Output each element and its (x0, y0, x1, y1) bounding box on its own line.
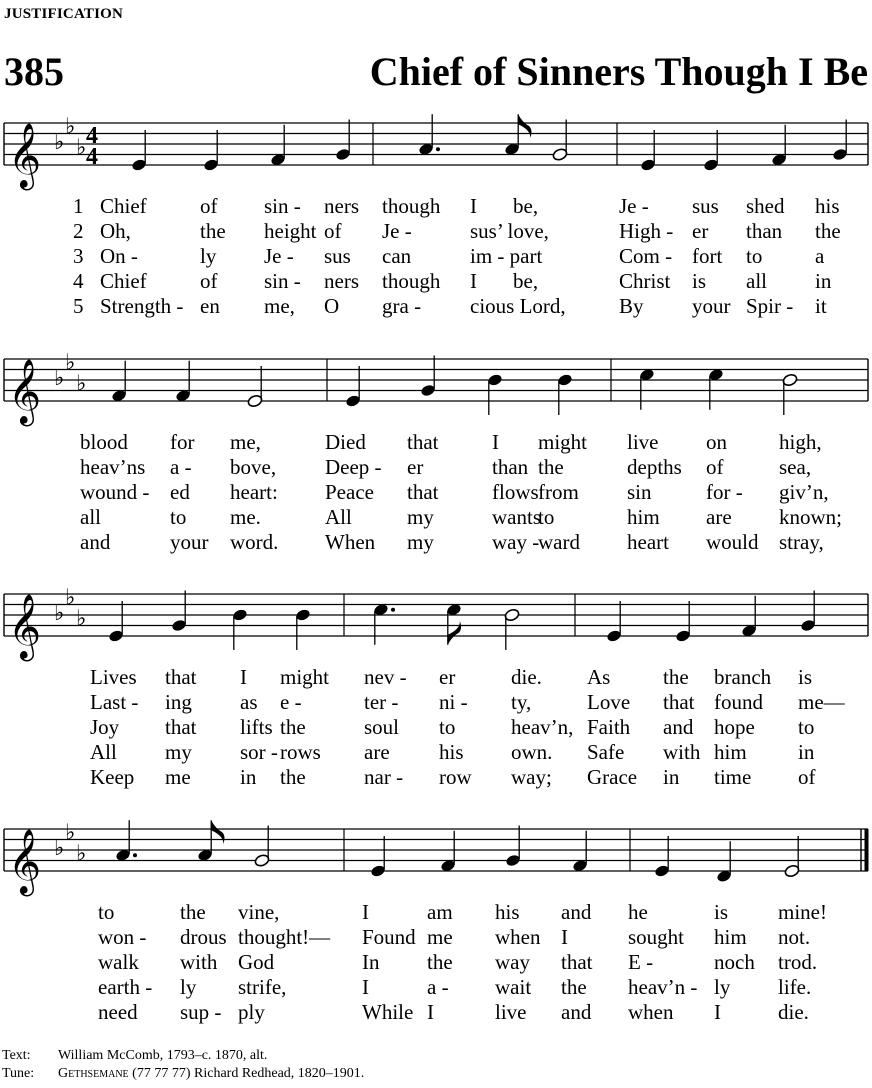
note (247, 366, 263, 408)
lyric-syllable: of (200, 269, 218, 293)
tune-credit-value: (77 77 77) Richard Redhead, 1820–1901. (128, 1066, 365, 1081)
lyric-syllable: Grace (587, 765, 638, 789)
lyric-syllable: I (362, 900, 369, 924)
key-signature-flat: ♭ (54, 836, 65, 861)
lyric-syllable: Safe (587, 740, 625, 764)
lyric-syllable: sought (628, 925, 685, 949)
lyric-syllable: As (587, 665, 611, 689)
lyric-syllable: Keep (90, 765, 135, 789)
lyric-syllable: than (746, 219, 783, 243)
lyric-syllable: in (798, 740, 815, 764)
lyric-syllable: nar - (364, 765, 404, 789)
lyric-syllable: Deep - (325, 455, 382, 479)
treble-clef: 𝄞 (8, 123, 42, 188)
lyric-syllable: as (240, 690, 258, 714)
lyric-syllable: mine! (778, 900, 827, 924)
lyric-syllable: wait (495, 975, 532, 999)
lyric-syllable: heav’ns (80, 455, 146, 479)
lyric-syllable: gra - (382, 294, 422, 318)
lyric-syllable: am (427, 900, 453, 924)
lyric-syllable: my (407, 530, 434, 554)
lyric-syllable: die. (778, 1000, 809, 1024)
lyric-syllable: your (692, 294, 731, 318)
note (572, 831, 588, 873)
lyric-syllable: sin (627, 480, 652, 504)
lyric-syllable: way - (492, 530, 540, 554)
lyric-syllable: would (706, 530, 759, 554)
lyric-syllable: Com - (619, 244, 673, 268)
lyric-syllable: that (407, 480, 439, 504)
lyric-syllable: wants (492, 505, 541, 529)
lyric-syllable: from (538, 480, 579, 504)
lyric-syllable: for (170, 430, 195, 454)
lyric-syllable: ni - (439, 690, 468, 714)
lyric-syllable: him (714, 925, 747, 949)
lyric-syllable: for - (706, 480, 743, 504)
lyric-syllable: high, (779, 430, 822, 454)
lyric-syllable: vine, (238, 900, 280, 924)
lyric-syllable: can (382, 244, 412, 268)
lyric-syllable: E - (628, 950, 654, 974)
lyric-syllable: that (165, 715, 197, 739)
key-signature-flat: ♭ (65, 114, 76, 140)
lyric-syllable: the (280, 765, 306, 789)
lyric-syllable: to (798, 715, 815, 739)
time-signature-numerator: 4 (86, 123, 98, 149)
lyric-syllable: Strength - (100, 294, 184, 318)
note (295, 608, 311, 650)
key-signature-flat: ♭ (65, 585, 76, 611)
lyric-syllable: all (746, 269, 767, 293)
lyric-syllable: the (200, 219, 226, 243)
note (800, 591, 816, 633)
lyric-syllable: a - (170, 455, 192, 479)
lyric-syllable: When (325, 530, 376, 554)
lyric-syllable: of (324, 219, 342, 243)
lyric-syllable: your (170, 530, 209, 554)
lyric-syllable: to (98, 900, 115, 924)
lyric-syllable: strife, (238, 975, 287, 999)
lyric-syllable: when (628, 1000, 674, 1024)
lyric-syllable: his (495, 900, 520, 924)
verse-number: 5 (73, 294, 84, 318)
hymn-number: 385 (4, 49, 64, 94)
lyric-syllable: In (362, 950, 380, 974)
lyric-syllable: a (815, 244, 825, 268)
lyric-syllable: than (492, 455, 529, 479)
lyric-syllable: ply (238, 1000, 265, 1024)
lyric-syllable: way (495, 950, 530, 974)
lyric-syllable: ty, (511, 690, 532, 714)
lyric-syllable: the (427, 950, 453, 974)
note (420, 356, 436, 398)
lyric-syllable: Je - (264, 244, 294, 268)
note (741, 596, 757, 638)
lyric-syllable: Spir - (746, 294, 794, 318)
time-signature-denominator: 4 (86, 144, 98, 170)
lyric-syllable: own. (511, 740, 553, 764)
lyric-syllable: way; (511, 765, 552, 789)
lyric-syllable: of (798, 765, 816, 789)
lyric-syllable: heart: (230, 480, 278, 504)
lyric-syllable: in (240, 765, 257, 789)
lyric-syllable: the (180, 900, 206, 924)
lyric-syllable: Found (362, 925, 416, 949)
lyric-syllable: I (362, 975, 369, 999)
lyric-syllable: is (714, 900, 729, 924)
lyric-syllable: While (362, 1000, 414, 1024)
lyric-syllable: Peace (325, 480, 374, 504)
note (639, 368, 655, 410)
lyric-syllable: All (90, 740, 117, 764)
key-signature-flat: ♭ (65, 350, 76, 376)
lyric-syllable: sin - (264, 269, 301, 293)
verse-number: 2 (73, 219, 84, 243)
lyric-syllable: are (706, 505, 732, 529)
lyric-syllable: Joy (90, 715, 120, 739)
lyric-syllable: the (280, 715, 306, 739)
lyric-syllable: be, (513, 194, 539, 218)
lyric-syllable: High - (619, 219, 674, 243)
key-signature-flat: ♭ (76, 606, 87, 632)
augmentation-dot (436, 147, 440, 151)
lyric-syllable: er (439, 665, 456, 689)
lyric-syllable: All (325, 505, 352, 529)
lyric-syllable: with (663, 740, 701, 764)
lyric-syllable: I (427, 1000, 434, 1024)
key-signature-flat: ♭ (76, 841, 87, 867)
verse-number: 3 (73, 244, 84, 268)
lyric-syllable: when (495, 925, 541, 949)
lyric-syllable: flows (492, 480, 539, 504)
lyric-syllable: Chief (100, 194, 147, 218)
lyric-syllable: trod. (778, 950, 818, 974)
lyric-syllable: Last - (90, 690, 139, 714)
note (418, 114, 440, 156)
lyric-syllable: his (815, 194, 840, 218)
lyric-syllable: life. (778, 975, 812, 999)
note-flag (211, 820, 224, 844)
lyric-syllable: I (470, 269, 477, 293)
lyric-syllable: ners (324, 269, 359, 293)
lyric-syllable: Chief (100, 269, 147, 293)
lyric-syllable: thought!— (238, 925, 331, 949)
lyric-syllable: the (561, 975, 587, 999)
lyric-syllable: that (165, 665, 197, 689)
lyric-syllable: and (663, 715, 694, 739)
lyric-syllable: I (714, 1000, 721, 1024)
lyric-syllable: ly (200, 244, 217, 268)
note (345, 366, 361, 408)
note (771, 125, 787, 167)
note (108, 601, 124, 643)
lyric-syllable: all (80, 505, 101, 529)
lyric-syllable: in (815, 269, 832, 293)
lyric-syllable: Je - (619, 194, 649, 218)
lyric-syllable: is (798, 665, 813, 689)
lyric-syllable: cious Lord, (470, 294, 566, 318)
note (675, 601, 691, 643)
verse-number: 4 (73, 269, 84, 293)
lyric-syllable: im - part (470, 244, 543, 268)
lyric-syllable: By (619, 294, 644, 318)
augmentation-dot (391, 608, 395, 612)
lyric-syllable: me (165, 765, 191, 789)
note-flag (518, 114, 531, 138)
lyric-syllable: it (815, 294, 827, 318)
lyric-syllable: Love (587, 690, 631, 714)
verse-number: 1 (73, 194, 84, 218)
lyric-syllable: earth - (98, 975, 153, 999)
lyric-syllable: not. (778, 925, 811, 949)
note (557, 373, 573, 415)
treble-clef: 𝄞 (8, 829, 42, 894)
lyric-syllable: the (663, 665, 689, 689)
lyric-syllable: him (627, 505, 660, 529)
hymn-title: Chief of Sinners Though I Be (369, 49, 868, 94)
lyric-syllable: be, (513, 269, 539, 293)
lyric-syllable: sup - (180, 1000, 222, 1024)
lyric-syllable: ly (180, 975, 197, 999)
lyric-syllable: of (200, 194, 218, 218)
tune-credit (2, 1065, 364, 1083)
lyric-syllable: a - (427, 975, 449, 999)
lyric-syllable: his (439, 740, 464, 764)
lyric-syllable: to (170, 505, 187, 529)
key-signature-flat: ♭ (54, 366, 65, 391)
lyric-syllable: won - (98, 925, 147, 949)
note (111, 361, 127, 403)
lyric-syllable: need (98, 1000, 138, 1024)
lyric-syllable: branch (714, 665, 772, 689)
lyric-syllable: ward (538, 530, 580, 554)
note (708, 368, 724, 410)
note (505, 826, 521, 868)
lyric-syllable: er (407, 455, 424, 479)
note (270, 125, 286, 167)
note (504, 608, 520, 650)
lyric-syllable: I (240, 665, 247, 689)
treble-clef: 𝄞 (8, 359, 42, 424)
note (716, 841, 732, 883)
note (203, 130, 219, 172)
note (370, 836, 386, 878)
lyric-syllable: him (714, 740, 747, 764)
lyric-syllable: I (561, 925, 568, 949)
note (606, 601, 622, 643)
lyric-syllable: with (180, 950, 218, 974)
lyric-syllable: drous (180, 925, 227, 949)
lyric-syllable: blood (80, 430, 128, 454)
lyric-syllable: me— (798, 690, 845, 714)
lyric-syllable: die. (511, 665, 542, 689)
lyric-syllable: to (538, 505, 555, 529)
lyric-syllable: Faith (587, 715, 631, 739)
lyric-syllable: on (706, 430, 727, 454)
lyric-syllable: soul (364, 715, 400, 739)
lyric-syllable: sea, (779, 455, 812, 479)
key-signature-flat: ♭ (54, 130, 65, 155)
lyric-syllable: the (538, 455, 564, 479)
lyric-syllable: bove, (230, 455, 277, 479)
lyric-syllable: walk (98, 950, 139, 974)
lyric-syllable: e - (280, 690, 302, 714)
lyric-syllable: known; (779, 505, 842, 529)
lyric-syllable: word. (230, 530, 279, 554)
lyric-syllable: the (815, 219, 841, 243)
lyric-syllable: are (364, 740, 390, 764)
lyric-syllable: that (561, 950, 593, 974)
lyric-syllable: lifts (240, 715, 273, 739)
lyric-syllable: ners (324, 194, 359, 218)
lyric-syllable: height (264, 219, 317, 243)
lyric-syllable: I (492, 430, 499, 454)
note (175, 361, 191, 403)
note (373, 603, 395, 645)
lyric-syllable: time (714, 765, 752, 789)
lyric-syllable: that (407, 430, 439, 454)
lyric-syllable: might (538, 430, 588, 454)
lyric-syllable: ter - (364, 690, 399, 714)
note (115, 820, 137, 862)
tune-name: Gethsemane (58, 1066, 129, 1081)
note-flag (448, 621, 461, 645)
note (197, 820, 225, 862)
lyric-syllable: On - (100, 244, 138, 268)
lyric-syllable: giv’n, (779, 480, 829, 504)
lyric-syllable: ed (170, 480, 190, 504)
text-credit (2, 1047, 364, 1065)
lyric-syllable: my (407, 505, 434, 529)
lyric-syllable: and (561, 900, 592, 924)
lyric-syllable: heav’n, (511, 715, 574, 739)
lyric-syllable: depths (627, 455, 682, 479)
lyric-syllable: heav’n - (628, 975, 698, 999)
lyric-syllable: row (439, 765, 472, 789)
note (335, 120, 351, 162)
key-signature-flat: ♭ (76, 371, 87, 397)
lyric-syllable: to (439, 715, 456, 739)
lyric-syllable: sin - (264, 194, 301, 218)
lyric-syllable: heart (627, 530, 669, 554)
lyric-syllable: in (663, 765, 680, 789)
lyric-syllable: I (470, 194, 477, 218)
lyric-syllable: hope (714, 715, 755, 739)
lyric-syllable: me. (230, 505, 261, 529)
lyric-syllable: ing (165, 690, 192, 714)
lyric-syllable: sus (324, 244, 351, 268)
lyric-syllable: and (80, 530, 111, 554)
lyric-syllable: that (663, 690, 695, 714)
note (504, 114, 532, 156)
treble-clef: 𝄞 (8, 594, 42, 659)
section-heading: JUSTIFICATION (4, 6, 124, 22)
lyric-syllable: might (280, 665, 330, 689)
lyric-syllable: and (561, 1000, 592, 1024)
note (640, 130, 656, 172)
note (446, 603, 462, 645)
lyric-syllable: of (706, 455, 724, 479)
lyric-syllable: me, (230, 430, 261, 454)
key-signature-flat: ♭ (65, 820, 76, 846)
lyric-syllable: Lives (90, 665, 137, 689)
lyric-syllable: Died (325, 430, 366, 454)
note (654, 836, 670, 878)
lyric-syllable: Christ (619, 269, 671, 293)
note (171, 591, 187, 633)
note (784, 836, 800, 878)
text-credit-value: William McComb, 1793–c. 1870, alt. (58, 1048, 268, 1063)
lyric-syllable: sor - (240, 740, 278, 764)
credits (2, 1047, 364, 1083)
lyric-syllable: though (382, 269, 441, 293)
note (487, 373, 503, 415)
note (254, 826, 270, 868)
note (552, 120, 568, 162)
note (782, 373, 798, 415)
augmentation-dot (133, 853, 137, 857)
lyric-syllable: stray, (779, 530, 824, 554)
lyric-syllable: me, (264, 294, 295, 318)
tune-credit-label: Tune: (2, 1066, 35, 1081)
lyric-syllable: O (324, 294, 340, 318)
lyric-syllable: live (495, 1000, 527, 1024)
key-signature-flat: ♭ (54, 601, 65, 626)
lyric-syllable: sus’ love, (470, 219, 549, 243)
note (832, 120, 848, 162)
lyric-syllable: Je - (382, 219, 412, 243)
lyric-syllable: shed (746, 194, 785, 218)
lyric-syllable: noch (714, 950, 755, 974)
key-signature-flat: ♭ (76, 135, 87, 161)
note (703, 130, 719, 172)
lyric-syllable: en (200, 294, 220, 318)
lyric-syllable: nev - (364, 665, 407, 689)
lyric-syllable: er (692, 219, 709, 243)
lyric-syllable: God (238, 950, 275, 974)
note (440, 831, 456, 873)
note (232, 608, 248, 650)
lyric-syllable: he (628, 900, 648, 924)
text-credit-label: Text: (2, 1048, 31, 1063)
lyric-syllable: my (165, 740, 192, 764)
lyric-syllable: though (382, 194, 441, 218)
lyric-syllable: Oh, (100, 219, 131, 243)
lyric-syllable: found (714, 690, 763, 714)
lyric-syllable: ly (714, 975, 731, 999)
lyric-syllable: fort (692, 244, 723, 268)
lyric-syllable: sus (692, 194, 719, 218)
lyric-syllable: live (627, 430, 659, 454)
lyric-syllable: to (746, 244, 763, 268)
lyric-syllable: wound - (80, 480, 150, 504)
lyric-syllable: is (692, 269, 707, 293)
lyric-syllable: rows (280, 740, 321, 764)
lyric-syllable: me (427, 925, 453, 949)
note (131, 130, 147, 172)
